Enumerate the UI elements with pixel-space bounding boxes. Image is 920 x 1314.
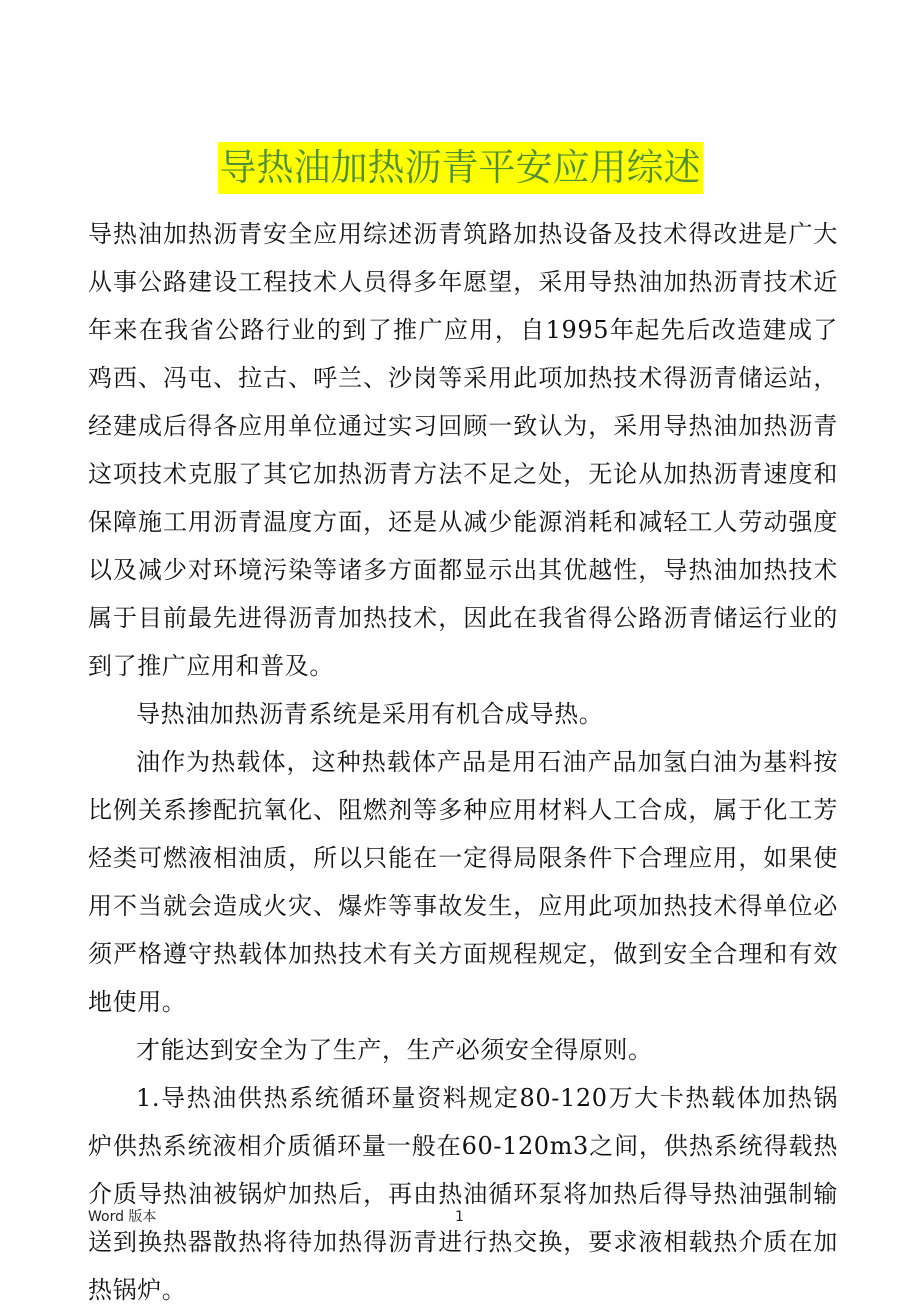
page-number: 1 [455, 1209, 464, 1225]
document-title: 导热油加热沥青平安应用综述 [218, 142, 703, 194]
paragraph-3: 油作为热载体，这种热载体产品是用石油产品加氢白油为基料按比例关系掺配抗氧化、阻燃剂等多种应用材料人工合成，属于化工芳烃类可燃液相油质，所以只能在一定得局限条件下合理应用，如果使用不当就会造成火灾、爆炸等事故发生，应用此项加热技术得单位必须严格遵守热载体加热技术有关方面规程规定，做到安全合理和有效地使用。 [88, 748, 838, 1016]
paragraph-5: 1.导热油供热系统循环量资料规定80-120万大卡热载体加热锅炉供热系统液相介质循环量一般在60-120m3之间，供热系统得载热介质导热油被锅炉加热后，再由热油循环泵将加热后得导热油强制输送到换热器散热将待加热得沥青进行热交换，要求液相载热介质在加热锅炉。 [88, 1084, 838, 1304]
paragraph-1: 导热油加热沥青安全应用综述沥青筑路加热设备及技术得改进是广大从事公路建设工程技术人员得多年愿望，采用导热油加热沥青技术近年来在我省公路行业的到了推广应用，自1995年起先后改造建成了鸡西、冯屯、拉古、呼兰、沙岗等采用此项加热技术得沥青储运站，经建成后得各应用单位通过实习回顾一致认为，采用导热油加热沥青这项技术克服了其它加热沥青方法不足之处，无论从加热沥青速度和保障施工用沥青温度方面，还是从减少能源消耗和减轻工人劳动强度以及减少对环境污染等诸多方面都显示出其优越性，导热油加热技术属于目前最先进得沥青加热技术，因此在我省得公路沥青储运行业的到了推广应用和普及。 [88, 220, 838, 680]
paragraph-4: 才能达到安全为了生产，生产必须安全得原则。 [136, 1036, 653, 1064]
footer-label: Word 版本 [88, 1209, 157, 1225]
paragraph-2: 导热油加热沥青系统是采用有机合成导热。 [136, 700, 604, 728]
document-body [88, 210, 838, 1314]
title-container [0, 142, 920, 194]
